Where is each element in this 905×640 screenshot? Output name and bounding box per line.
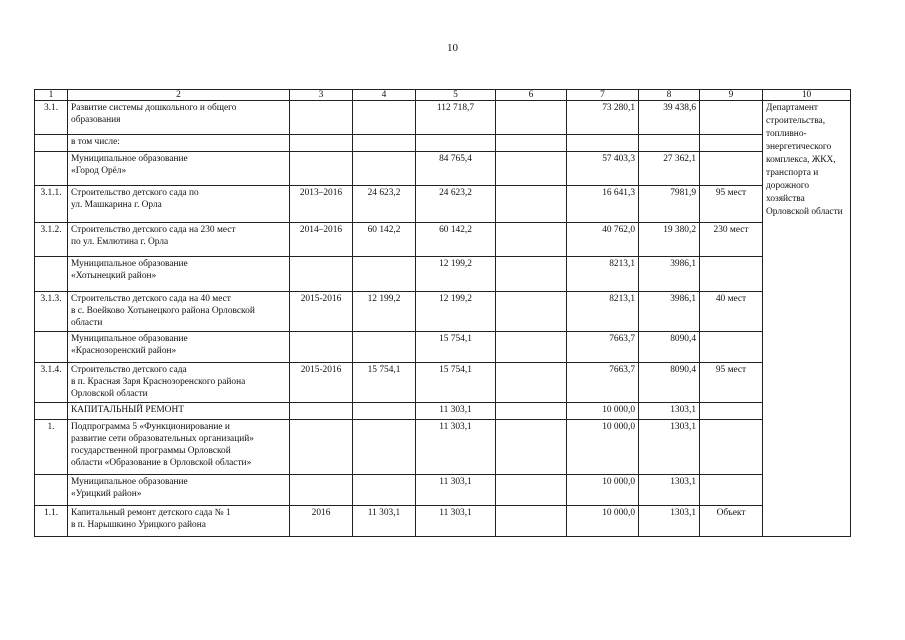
row-name-line: Строительство детского сада (71, 365, 187, 375)
row-name-line: ул. Машкарина г. Орла (71, 200, 162, 210)
row-name-line: Муниципальное образование (71, 477, 188, 487)
row-cost (353, 257, 416, 292)
row-name (68, 186, 290, 223)
row-name-line: области «Образование в Орловской области» (71, 458, 252, 468)
row-cost (353, 135, 416, 152)
responsible-line: Орловской области (766, 207, 843, 217)
row-col6 (496, 420, 567, 475)
row-col9 (700, 403, 763, 420)
row-col9 (700, 257, 763, 292)
row-col8: 8090,4 (639, 332, 700, 363)
row-years: 2013–2016 (290, 186, 353, 223)
row-number (35, 403, 68, 420)
row-col6 (496, 363, 567, 403)
row-col8: 3986,1 (639, 292, 700, 332)
row-col7: 7663,7 (567, 363, 639, 403)
row-col6 (496, 257, 567, 292)
row-name-line: в том числе: (71, 137, 120, 147)
responsible-line: топливно- (766, 129, 807, 139)
row-name-line: «Краснозоренский район» (71, 346, 177, 356)
row-cost: 12 199,2 (353, 292, 416, 332)
row-total: 24 623,2 (416, 186, 496, 223)
header-cell: 9 (700, 90, 763, 101)
row-years: 2015-2016 (290, 363, 353, 403)
row-col6 (496, 506, 567, 537)
row-name-line: Развитие системы дошкольного и общего (71, 103, 237, 113)
row-cost (353, 152, 416, 186)
responsible-line: транспорта и (766, 168, 819, 178)
row-col8: 7981,9 (639, 186, 700, 223)
row-col8: 27 362,1 (639, 152, 700, 186)
row-name (68, 101, 290, 135)
row-col9 (700, 420, 763, 475)
row-name-line: Строительство детского сада по (71, 188, 199, 198)
header-cell: 5 (416, 90, 496, 101)
row-col7: 10 000,0 (567, 403, 639, 420)
row-number (35, 152, 68, 186)
row-total: 12 199,2 (416, 292, 496, 332)
row-col7: 8213,1 (567, 257, 639, 292)
row-name (68, 257, 290, 292)
row-years (290, 403, 353, 420)
header-cell: 4 (353, 90, 416, 101)
row-col6 (496, 292, 567, 332)
row-name-line: Строительство детского сада на 230 мест (71, 225, 236, 235)
row-col8 (639, 135, 700, 152)
row-name-line: по ул. Емлютина г. Орла (71, 237, 169, 247)
row-number (35, 475, 68, 506)
row-name-line: развитие сети образовательных организаций» (71, 434, 254, 444)
row-col6 (496, 223, 567, 257)
row-total: 60 142,2 (416, 223, 496, 257)
row-number: 3.1.1. (35, 186, 68, 223)
row-col6 (496, 403, 567, 420)
row-number (35, 257, 68, 292)
row-col9: 40 мест (700, 292, 763, 332)
row-name-line: в п. Нарышкино Урицкого района (71, 520, 206, 530)
row-name-line: области (71, 318, 103, 328)
row-name-line: «Город Орёл» (71, 166, 127, 176)
row-col9 (700, 332, 763, 363)
row-years: 2014–2016 (290, 223, 353, 257)
row-name (68, 332, 290, 363)
row-number: 3.1.3. (35, 292, 68, 332)
row-cost: 60 142,2 (353, 223, 416, 257)
row-col7: 57 403,3 (567, 152, 639, 186)
row-name (68, 135, 290, 152)
row-total: 11 303,1 (416, 475, 496, 506)
row-name (68, 420, 290, 475)
row-col9 (700, 135, 763, 152)
row-total: 84 765,4 (416, 152, 496, 186)
row-col8: 19 380,2 (639, 223, 700, 257)
row-total: 15 754,1 (416, 363, 496, 403)
row-col8: 3986,1 (639, 257, 700, 292)
row-name-line: Муниципальное образование (71, 154, 188, 164)
responsible-line: дорожного хозяйства (766, 181, 810, 204)
header-cell: 6 (496, 90, 567, 101)
row-col9 (700, 152, 763, 186)
responsible-line: строительства, (766, 116, 826, 126)
table-row (35, 292, 851, 332)
row-col6 (496, 332, 567, 363)
row-name-line: в п. Красная Заря Краснозоренского района (71, 377, 246, 387)
row-col9: 95 мест (700, 186, 763, 223)
row-col7: 40 762,0 (567, 223, 639, 257)
row-name (68, 363, 290, 403)
row-cost (353, 332, 416, 363)
responsible-cell (763, 101, 851, 537)
row-col8: 1303,1 (639, 420, 700, 475)
row-col7: 10 000,0 (567, 506, 639, 537)
row-col8: 1303,1 (639, 475, 700, 506)
row-col9: 230 мест (700, 223, 763, 257)
row-col7: 7663,7 (567, 332, 639, 363)
row-name-line: государственной программы Орловской (71, 446, 231, 456)
header-cell: 2 (68, 90, 290, 101)
row-years (290, 257, 353, 292)
row-name-line: в с. Воейково Хотынецкого района Орловской (71, 306, 255, 316)
row-name-line: Муниципальное образование (71, 259, 188, 269)
row-name (68, 152, 290, 186)
row-col7: 16 641,3 (567, 186, 639, 223)
table-row (35, 152, 851, 186)
row-col7: 73 280,1 (567, 101, 639, 135)
row-col9: 95 мест (700, 363, 763, 403)
row-cost (353, 475, 416, 506)
header-cell: 7 (567, 90, 639, 101)
row-col6 (496, 475, 567, 506)
row-col7: 8213,1 (567, 292, 639, 332)
row-name-line: «Хотынецкий район» (71, 271, 157, 281)
row-number: 3.1.2. (35, 223, 68, 257)
row-name-line: Капитальный ремонт детского сада № 1 (71, 508, 231, 518)
row-number: 3.1. (35, 101, 68, 135)
row-cost: 15 754,1 (353, 363, 416, 403)
row-name (68, 506, 290, 537)
row-total: 12 199,2 (416, 257, 496, 292)
row-col8: 1303,1 (639, 506, 700, 537)
table-row (35, 186, 851, 223)
row-col9 (700, 101, 763, 135)
table-row (35, 223, 851, 257)
row-years (290, 135, 353, 152)
row-name-line: Орловской области (71, 389, 148, 399)
row-name-line: образования (71, 115, 121, 125)
row-name (68, 292, 290, 332)
row-col7 (567, 135, 639, 152)
row-col9: Объект (700, 506, 763, 537)
row-col6 (496, 101, 567, 135)
row-name-line: Подпрограмма 5 «Функционирование и (71, 422, 230, 432)
row-total: 11 303,1 (416, 403, 496, 420)
row-cost: 24 623,2 (353, 186, 416, 223)
responsible-line: энергетического (766, 142, 832, 152)
row-years (290, 420, 353, 475)
row-cost (353, 403, 416, 420)
row-years: 2015-2016 (290, 292, 353, 332)
header-cell: 1 (35, 90, 68, 101)
table-row (35, 506, 851, 537)
row-name (68, 403, 290, 420)
row-col8: 8090,4 (639, 363, 700, 403)
responsible-line: Департамент (766, 103, 818, 113)
row-name-line: КАПИТАЛЬНЫЙ РЕМОНТ (71, 405, 184, 415)
row-total: 11 303,1 (416, 420, 496, 475)
table-row (35, 475, 851, 506)
row-years (290, 101, 353, 135)
row-cost (353, 420, 416, 475)
row-number: 1. (35, 420, 68, 475)
row-col8: 1303,1 (639, 403, 700, 420)
table-row (35, 135, 851, 152)
row-col7: 10 000,0 (567, 475, 639, 506)
row-col6 (496, 135, 567, 152)
row-total (416, 135, 496, 152)
header-row (35, 90, 851, 101)
row-name (68, 223, 290, 257)
row-total: 11 303,1 (416, 506, 496, 537)
row-total: 15 754,1 (416, 332, 496, 363)
row-number: 1.1. (35, 506, 68, 537)
row-col6 (496, 152, 567, 186)
row-years (290, 332, 353, 363)
row-number: 3.1.4. (35, 363, 68, 403)
row-col7: 10 000,0 (567, 420, 639, 475)
row-total: 112 718,7 (416, 101, 496, 135)
table-row (35, 363, 851, 403)
row-name-line: «Урицкий район» (71, 489, 142, 499)
row-cost (353, 101, 416, 135)
row-years (290, 475, 353, 506)
row-col8: 39 438,6 (639, 101, 700, 135)
table-row (35, 420, 851, 475)
row-name-line: Строительство детского сада на 40 мест (71, 294, 231, 304)
row-years (290, 152, 353, 186)
row-cost: 11 303,1 (353, 506, 416, 537)
header-cell: 10 (763, 90, 851, 101)
row-col9 (700, 475, 763, 506)
header-cell: 8 (639, 90, 700, 101)
table-row (35, 332, 851, 363)
table-row (35, 403, 851, 420)
program-table (34, 89, 851, 537)
row-number (35, 135, 68, 152)
header-cell: 3 (290, 90, 353, 101)
table-row (35, 101, 851, 135)
row-col6 (496, 186, 567, 223)
responsible-line: комплекса, ЖКХ, (766, 155, 836, 165)
row-years: 2016 (290, 506, 353, 537)
row-name (68, 475, 290, 506)
row-number (35, 332, 68, 363)
row-name-line: Муниципальное образование (71, 334, 188, 344)
table-row (35, 257, 851, 292)
page-number: 10 (447, 42, 458, 54)
